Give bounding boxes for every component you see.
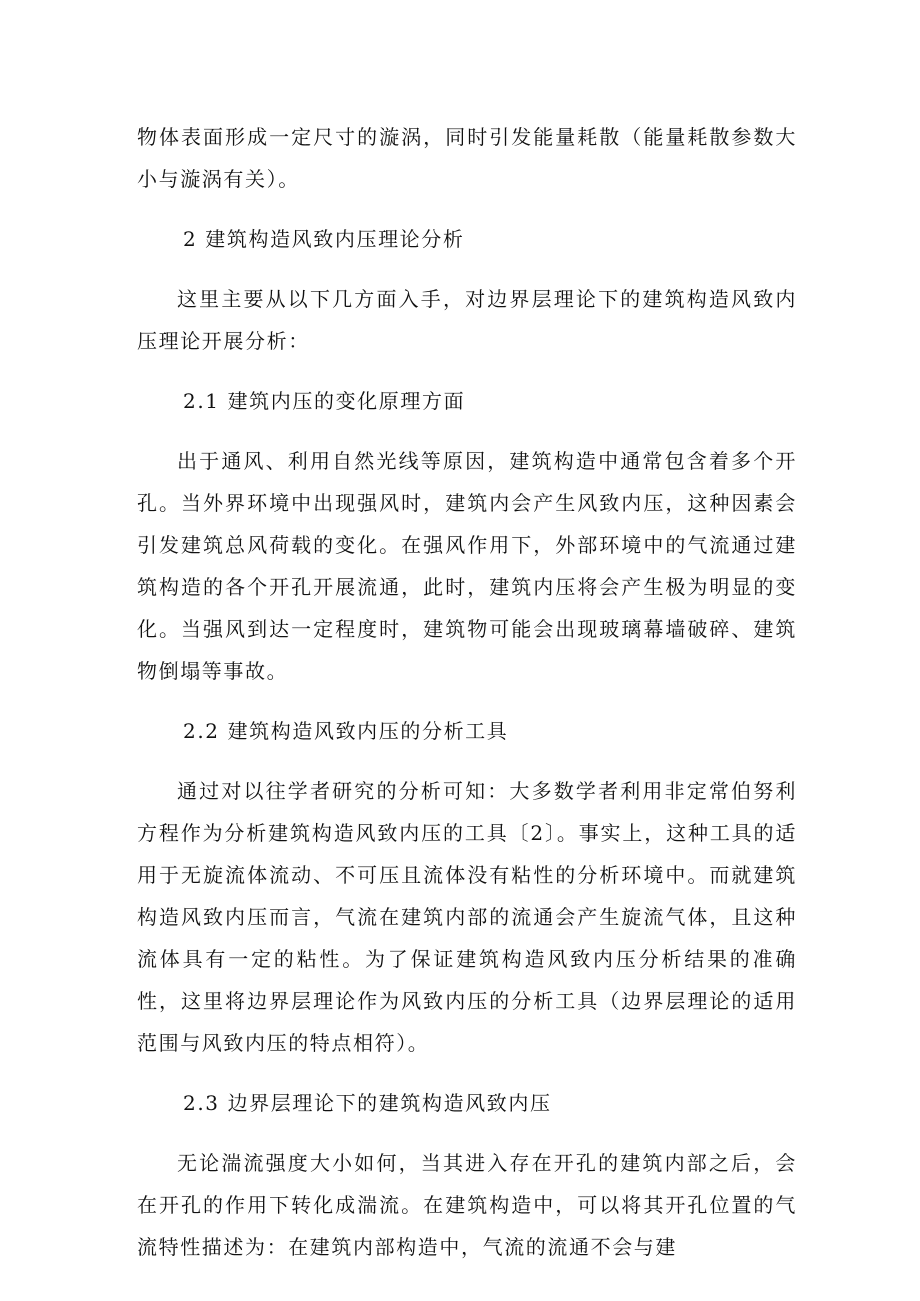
document-page <box>137 116 797 1286</box>
section-heading-2-2: 2.2 建筑构造风致内压的分析工具 <box>183 719 509 743</box>
paragraph-2-3: 无论湍流强度大小如何，当其进入存在开孔的建筑内部之后，会在开孔的作用下转化成湍流。在建筑构造中，可以将其开孔位置的气流特性描述为：在建筑内部构造中，气流的流通不会与建 <box>137 1151 797 1259</box>
paragraph-intro: 这里主要从以下几方面入手，对边界层理论下的建筑构造风致内压理论开展分析： <box>137 287 797 353</box>
section-heading-2-3: 2.3 边界层理论下的建筑构造风致内压 <box>183 1091 552 1115</box>
paragraph-2-1: 出于通风、利用自然光线等原因，建筑构造中通常包含着多个开孔。当外界环境中出现强风时，建筑内会产生风致内压，这种因素会引发建筑总风荷载的变化。在强风作用下，外部环境中的气流通过建筑构造的各个开孔开展流通，此时，建筑内压将会产生极为明显的变化。当强风到达一定程度时，建筑物可能会出现玻璃幕墙破碎、建筑物倒塌等事故。 <box>137 449 797 683</box>
paragraph-continued: 物体表面形成一定尺寸的漩涡，同时引发能量耗散（能量耗散参数大小与漩涡有关）。 <box>137 125 797 191</box>
section-heading-2-1: 2.1 建筑内压的变化原理方面 <box>183 389 466 413</box>
section-heading-2: 2 建筑构造风致内压理论分析 <box>183 227 465 251</box>
paragraph-2-2: 通过对以往学者研究的分析可知：大多数学者利用非定常伯努利方程作为分析建筑构造风致内压的工具〔2〕。事实上，这种工具的适用于无旋流体流动、不可压且流体没有粘性的分析环境中。而就建筑构造风致内压而言，气流在建筑内部的流通会产生旋流气体，且这种流体具有一定的粘性。为了保证建筑构造风致内压分析结果的准确性，这里将边界层理论作为风致内压的分析工具（边界层理论的适用范围与风致内压的特点相符）。 <box>137 779 797 1055</box>
